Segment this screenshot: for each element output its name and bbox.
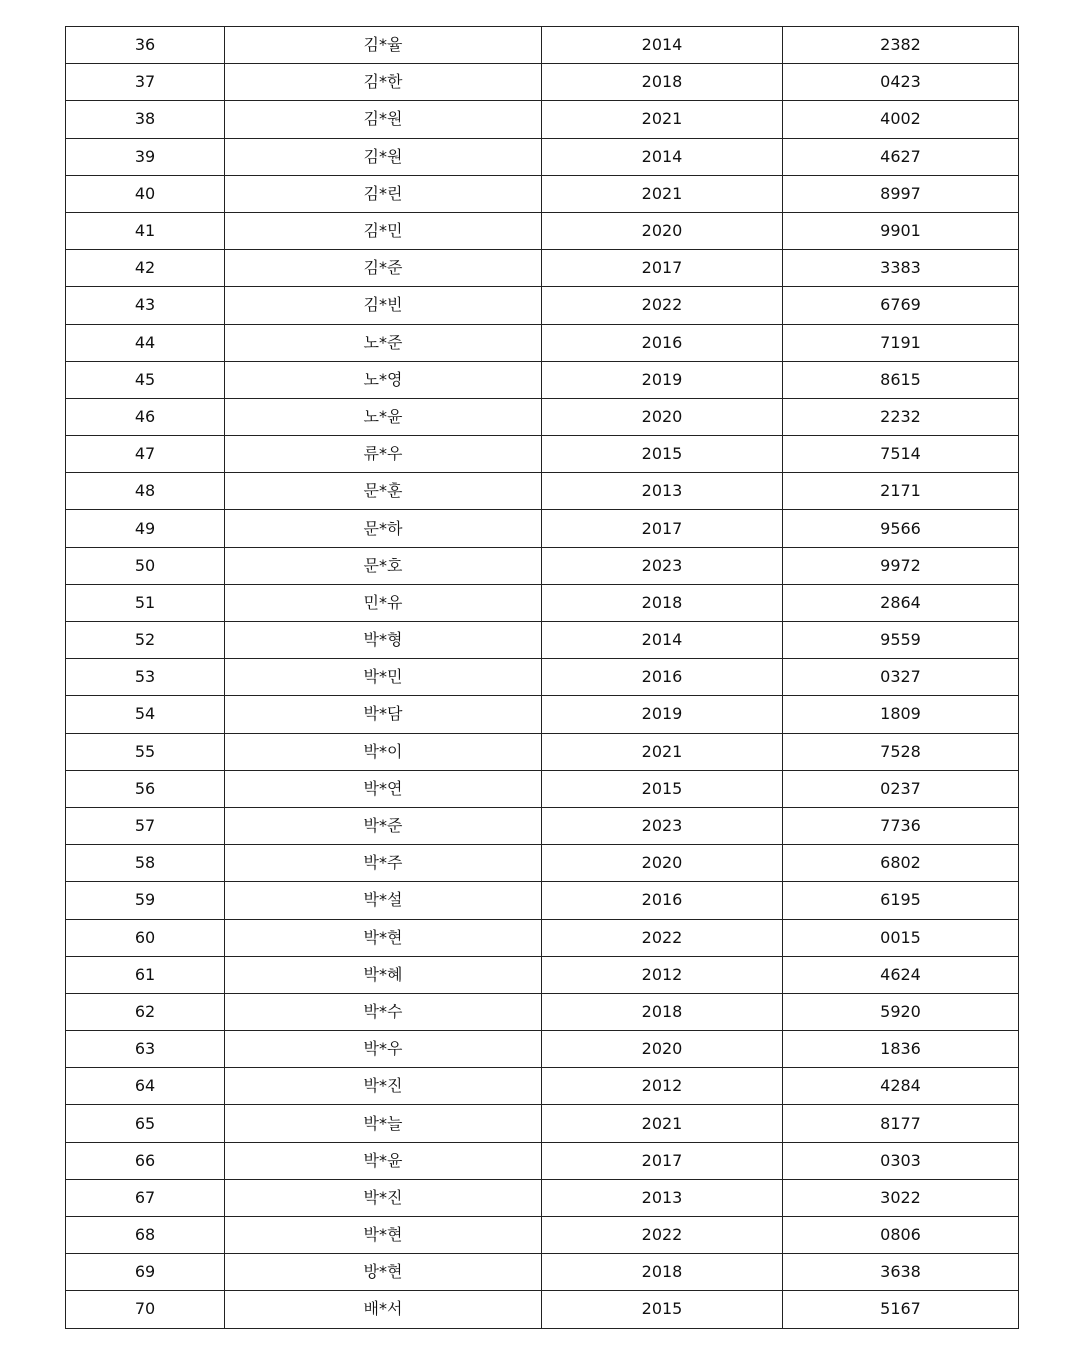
name-cell: 박*담 [225, 696, 542, 733]
row-number-cell: 36 [66, 27, 225, 64]
table-row [66, 1217, 1019, 1254]
code-cell: 0303 [783, 1142, 1019, 1179]
code-cell: 9559 [783, 622, 1019, 659]
name-cell: 문*훈 [225, 473, 542, 510]
table-row [66, 175, 1019, 212]
name-cell: 박*윤 [225, 1142, 542, 1179]
table-row [66, 1254, 1019, 1291]
year-cell: 2022 [542, 287, 783, 324]
name-cell: 박*현 [225, 919, 542, 956]
code-cell: 8177 [783, 1105, 1019, 1142]
table-row [66, 584, 1019, 621]
name-cell: 박*수 [225, 993, 542, 1030]
table-row [66, 1105, 1019, 1142]
year-cell: 2020 [542, 212, 783, 249]
table-row [66, 250, 1019, 287]
year-cell: 2020 [542, 845, 783, 882]
code-cell: 7514 [783, 436, 1019, 473]
row-number-cell: 44 [66, 324, 225, 361]
name-cell: 노*준 [225, 324, 542, 361]
name-cell: 김*린 [225, 175, 542, 212]
year-cell: 2019 [542, 361, 783, 398]
year-cell: 2017 [542, 250, 783, 287]
data-table [65, 26, 1019, 1329]
name-cell: 노*영 [225, 361, 542, 398]
table-row [66, 138, 1019, 175]
row-number-cell: 46 [66, 398, 225, 435]
year-cell: 2018 [542, 1254, 783, 1291]
table-row [66, 733, 1019, 770]
table-row [66, 27, 1019, 64]
year-cell: 2018 [542, 993, 783, 1030]
name-cell: 김*준 [225, 250, 542, 287]
table-row [66, 436, 1019, 473]
year-cell: 2018 [542, 64, 783, 101]
name-cell: 박*늘 [225, 1105, 542, 1142]
year-cell: 2022 [542, 919, 783, 956]
code-cell: 6195 [783, 882, 1019, 919]
name-cell: 민*유 [225, 584, 542, 621]
name-cell: 김*한 [225, 64, 542, 101]
name-cell: 류*우 [225, 436, 542, 473]
code-cell: 9901 [783, 212, 1019, 249]
row-number-cell: 50 [66, 547, 225, 584]
row-number-cell: 48 [66, 473, 225, 510]
code-cell: 5167 [783, 1291, 1019, 1328]
row-number-cell: 42 [66, 250, 225, 287]
year-cell: 2023 [542, 547, 783, 584]
row-number-cell: 53 [66, 659, 225, 696]
table-row [66, 324, 1019, 361]
year-cell: 2020 [542, 1031, 783, 1068]
code-cell: 0806 [783, 1217, 1019, 1254]
year-cell: 2012 [542, 1068, 783, 1105]
year-cell: 2013 [542, 1179, 783, 1216]
table-body [66, 27, 1019, 1329]
row-number-cell: 40 [66, 175, 225, 212]
row-number-cell: 62 [66, 993, 225, 1030]
table-row [66, 212, 1019, 249]
name-cell: 박*우 [225, 1031, 542, 1068]
year-cell: 2017 [542, 1142, 783, 1179]
table-row [66, 473, 1019, 510]
row-number-cell: 61 [66, 956, 225, 993]
table-row [66, 956, 1019, 993]
row-number-cell: 64 [66, 1068, 225, 1105]
table-row [66, 882, 1019, 919]
row-number-cell: 63 [66, 1031, 225, 1068]
row-number-cell: 55 [66, 733, 225, 770]
code-cell: 2232 [783, 398, 1019, 435]
code-cell: 9972 [783, 547, 1019, 584]
name-cell: 박*진 [225, 1068, 542, 1105]
table-row [66, 361, 1019, 398]
name-cell: 김*민 [225, 212, 542, 249]
name-cell: 박*이 [225, 733, 542, 770]
name-cell: 배*서 [225, 1291, 542, 1328]
row-number-cell: 43 [66, 287, 225, 324]
name-cell: 김*원 [225, 101, 542, 138]
row-number-cell: 68 [66, 1217, 225, 1254]
code-cell: 6769 [783, 287, 1019, 324]
code-cell: 7191 [783, 324, 1019, 361]
code-cell: 1809 [783, 696, 1019, 733]
table-row [66, 510, 1019, 547]
row-number-cell: 41 [66, 212, 225, 249]
name-cell: 박*설 [225, 882, 542, 919]
code-cell: 4002 [783, 101, 1019, 138]
name-cell: 노*윤 [225, 398, 542, 435]
table-row [66, 1179, 1019, 1216]
name-cell: 박*주 [225, 845, 542, 882]
table-row [66, 1031, 1019, 1068]
code-cell: 5920 [783, 993, 1019, 1030]
row-number-cell: 58 [66, 845, 225, 882]
year-cell: 2012 [542, 956, 783, 993]
name-cell: 김*원 [225, 138, 542, 175]
name-cell: 방*현 [225, 1254, 542, 1291]
code-cell: 6802 [783, 845, 1019, 882]
year-cell: 2014 [542, 27, 783, 64]
year-cell: 2022 [542, 1217, 783, 1254]
name-cell: 박*형 [225, 622, 542, 659]
row-number-cell: 47 [66, 436, 225, 473]
year-cell: 2021 [542, 101, 783, 138]
year-cell: 2021 [542, 733, 783, 770]
row-number-cell: 37 [66, 64, 225, 101]
year-cell: 2015 [542, 770, 783, 807]
code-cell: 1836 [783, 1031, 1019, 1068]
table-row [66, 1068, 1019, 1105]
code-cell: 0015 [783, 919, 1019, 956]
table-row [66, 845, 1019, 882]
code-cell: 3022 [783, 1179, 1019, 1216]
name-cell: 박*현 [225, 1217, 542, 1254]
row-number-cell: 66 [66, 1142, 225, 1179]
code-cell: 3383 [783, 250, 1019, 287]
code-cell: 7736 [783, 807, 1019, 844]
row-number-cell: 60 [66, 919, 225, 956]
year-cell: 2023 [542, 807, 783, 844]
table-row [66, 287, 1019, 324]
row-number-cell: 67 [66, 1179, 225, 1216]
year-cell: 2019 [542, 696, 783, 733]
code-cell: 2382 [783, 27, 1019, 64]
year-cell: 2013 [542, 473, 783, 510]
code-cell: 0423 [783, 64, 1019, 101]
row-number-cell: 59 [66, 882, 225, 919]
year-cell: 2016 [542, 659, 783, 696]
table-row [66, 770, 1019, 807]
table-row [66, 696, 1019, 733]
table-row [66, 547, 1019, 584]
row-number-cell: 49 [66, 510, 225, 547]
code-cell: 4284 [783, 1068, 1019, 1105]
name-cell: 김*율 [225, 27, 542, 64]
table-row [66, 64, 1019, 101]
name-cell: 김*빈 [225, 287, 542, 324]
year-cell: 2017 [542, 510, 783, 547]
row-number-cell: 69 [66, 1254, 225, 1291]
year-cell: 2014 [542, 138, 783, 175]
row-number-cell: 56 [66, 770, 225, 807]
year-cell: 2015 [542, 1291, 783, 1328]
row-number-cell: 45 [66, 361, 225, 398]
table-row [66, 919, 1019, 956]
table-row [66, 622, 1019, 659]
name-cell: 박*준 [225, 807, 542, 844]
table-row [66, 1142, 1019, 1179]
row-number-cell: 54 [66, 696, 225, 733]
code-cell: 4624 [783, 956, 1019, 993]
table-row [66, 993, 1019, 1030]
year-cell: 2021 [542, 175, 783, 212]
code-cell: 7528 [783, 733, 1019, 770]
name-cell: 문*호 [225, 547, 542, 584]
table-row [66, 1291, 1019, 1328]
name-cell: 박*연 [225, 770, 542, 807]
row-number-cell: 65 [66, 1105, 225, 1142]
year-cell: 2020 [542, 398, 783, 435]
year-cell: 2015 [542, 436, 783, 473]
name-cell: 박*민 [225, 659, 542, 696]
year-cell: 2016 [542, 324, 783, 361]
row-number-cell: 51 [66, 584, 225, 621]
year-cell: 2014 [542, 622, 783, 659]
name-cell: 박*진 [225, 1179, 542, 1216]
row-number-cell: 57 [66, 807, 225, 844]
code-cell: 2171 [783, 473, 1019, 510]
table-row [66, 807, 1019, 844]
code-cell: 3638 [783, 1254, 1019, 1291]
row-number-cell: 52 [66, 622, 225, 659]
code-cell: 0237 [783, 770, 1019, 807]
table-row [66, 101, 1019, 138]
row-number-cell: 38 [66, 101, 225, 138]
code-cell: 2864 [783, 584, 1019, 621]
year-cell: 2016 [542, 882, 783, 919]
table-row [66, 659, 1019, 696]
code-cell: 9566 [783, 510, 1019, 547]
code-cell: 4627 [783, 138, 1019, 175]
year-cell: 2021 [542, 1105, 783, 1142]
code-cell: 0327 [783, 659, 1019, 696]
year-cell: 2018 [542, 584, 783, 621]
code-cell: 8615 [783, 361, 1019, 398]
name-cell: 박*혜 [225, 956, 542, 993]
table-row [66, 398, 1019, 435]
row-number-cell: 70 [66, 1291, 225, 1328]
code-cell: 8997 [783, 175, 1019, 212]
row-number-cell: 39 [66, 138, 225, 175]
name-cell: 문*하 [225, 510, 542, 547]
